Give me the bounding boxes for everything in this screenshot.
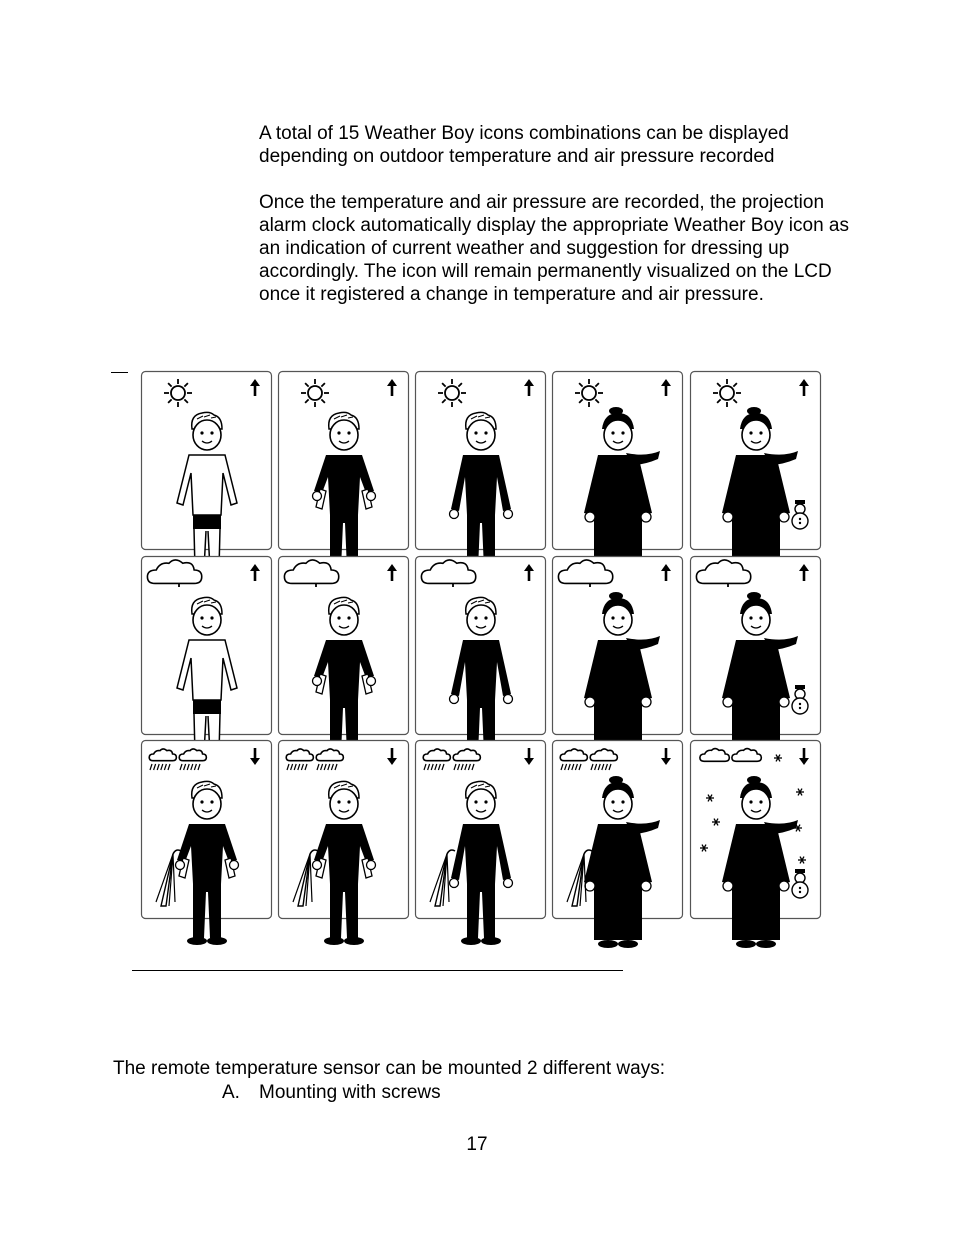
sun-icon — [164, 379, 192, 407]
sun-icon — [715, 561, 741, 587]
icon-frame — [416, 741, 546, 919]
cloud-icon — [558, 560, 612, 584]
weather-boy-icon-2-5 — [691, 557, 821, 765]
cloud-icon — [284, 560, 338, 584]
weather-boy-figure — [177, 412, 237, 575]
snowman-icon — [792, 685, 808, 714]
umbrella-icon — [567, 850, 592, 906]
intro-paragraph-2: Once the temperature and air pressure are recorded, the projection alarm clock automatically display the appropriate Weather Boy icon as an indication of current weather and suggestion for dressing up accordingly. The icon will remain permanently visualized on the LCD once it registered a change in temperature and air pressure. — [259, 192, 849, 305]
arrow-up-icon — [661, 564, 671, 581]
weather-boy-figure — [450, 781, 513, 945]
weather-boy-figure — [450, 597, 513, 761]
weather-boy-icon-2-4 — [553, 557, 683, 765]
weather-boy-figure — [177, 597, 237, 760]
weather-boy-icon-1-1 — [142, 372, 272, 576]
rain-cloud-icon — [453, 749, 480, 761]
weather-boy-figure — [450, 412, 513, 576]
icon-frame — [553, 557, 683, 735]
umbrella-icon — [430, 850, 455, 906]
arrow-up-icon — [250, 379, 260, 396]
arrow-up-icon — [661, 379, 671, 396]
arrow-up-icon — [799, 379, 809, 396]
cloud-icon — [700, 749, 729, 762]
sun-icon — [166, 561, 192, 587]
sun-icon — [440, 561, 466, 587]
icon-frame — [142, 372, 272, 550]
sun-icon — [303, 561, 329, 587]
cloud-icon — [147, 560, 201, 584]
snowflake-icon — [774, 755, 782, 762]
weather-boy-figure — [722, 592, 798, 764]
weather-boy-figure — [313, 597, 376, 761]
icon-frame — [279, 372, 409, 550]
icon-frame — [416, 557, 546, 735]
weather-boy-figure — [313, 781, 376, 945]
rain-cloud-icon — [423, 749, 450, 761]
arrow-up-icon — [524, 379, 534, 396]
icon-frame — [553, 372, 683, 550]
mounting-intro: The remote temperature sensor can be mounted 2 different ways: — [113, 1058, 666, 1079]
arrow-down-icon — [387, 748, 397, 765]
weather-boy-icon-2-2 — [279, 557, 409, 762]
rain-cloud-icon — [286, 749, 313, 761]
snowflake-icon — [706, 795, 714, 802]
snowflake-icon — [794, 825, 802, 832]
cloud-icon — [421, 560, 475, 584]
arrow-down-icon — [524, 748, 534, 765]
weather-boy-icon-3-4 — [553, 741, 683, 949]
weather-boy-icon-1-2 — [279, 372, 409, 577]
sun-icon — [438, 379, 466, 407]
weather-boy-icon-3-3 — [416, 741, 546, 946]
weather-boy-icon-2-3 — [416, 557, 546, 762]
horizontal-rule — [132, 970, 623, 971]
weather-boy-icon-1-4 — [553, 372, 683, 580]
rain-cloud-icon — [590, 749, 617, 761]
margin-dash — [111, 372, 128, 373]
sun-icon — [575, 379, 603, 407]
arrow-down-icon — [661, 748, 671, 765]
cloud-icon — [732, 749, 761, 762]
rain-cloud-icon — [316, 749, 343, 761]
snowflake-icon — [798, 857, 806, 864]
snowflake-icon — [700, 845, 708, 852]
weather-boy-figure — [722, 407, 798, 579]
icon-frame — [553, 741, 683, 919]
arrow-down-icon — [799, 748, 809, 765]
snowflake-icon — [712, 819, 720, 826]
arrow-up-icon — [524, 564, 534, 581]
umbrella-icon — [293, 850, 318, 906]
rain-cloud-icon — [179, 749, 206, 761]
icon-frame — [691, 741, 821, 919]
icon-frame — [279, 557, 409, 735]
arrow-up-icon — [387, 564, 397, 581]
umbrella-icon — [156, 850, 181, 906]
intro-paragraph-1: A total of 15 Weather Boy icons combinations can be displayed depending on outdoor temperature and air pressure recorded — [259, 123, 789, 167]
sun-icon — [301, 379, 329, 407]
rain-cloud-icon — [149, 749, 176, 761]
arrow-down-icon — [250, 748, 260, 765]
method-a-label: A. — [222, 1082, 240, 1103]
snowman-icon — [792, 500, 808, 529]
icon-frame — [279, 741, 409, 919]
snowman-icon — [792, 869, 808, 898]
icon-frame — [142, 557, 272, 735]
cloud-icon — [696, 560, 750, 584]
snowflake-icon — [796, 789, 804, 796]
weather-boy-icon-3-2 — [279, 741, 409, 946]
mounting-method-a — [222, 1081, 441, 1104]
icon-frame — [416, 372, 546, 550]
weather-boy-icon-1-5 — [691, 372, 821, 580]
page-number: 17 — [466, 1134, 488, 1155]
icon-frame — [691, 372, 821, 550]
sun-icon — [713, 379, 741, 407]
weather-boy-icon-1-3 — [416, 372, 546, 577]
sun-icon — [577, 561, 603, 587]
method-a-text: Mounting with screws — [259, 1082, 441, 1103]
weather-boy-figure — [176, 781, 239, 945]
weather-boy-figure — [722, 776, 798, 948]
weather-boy-icon-2-1 — [142, 557, 272, 761]
arrow-up-icon — [799, 564, 809, 581]
weather-boy-icon-3-1 — [142, 741, 272, 946]
weather-boy-figure — [584, 592, 660, 764]
rain-cloud-icon — [560, 749, 587, 761]
arrow-up-icon — [250, 564, 260, 581]
weather-boy-figure — [584, 776, 660, 948]
weather-boy-icon-3-5 — [691, 741, 821, 949]
weather-boy-figure — [584, 407, 660, 579]
icon-frame — [142, 741, 272, 919]
icon-frame — [691, 557, 821, 735]
weather-boy-figure — [313, 412, 376, 576]
arrow-up-icon — [387, 379, 397, 396]
